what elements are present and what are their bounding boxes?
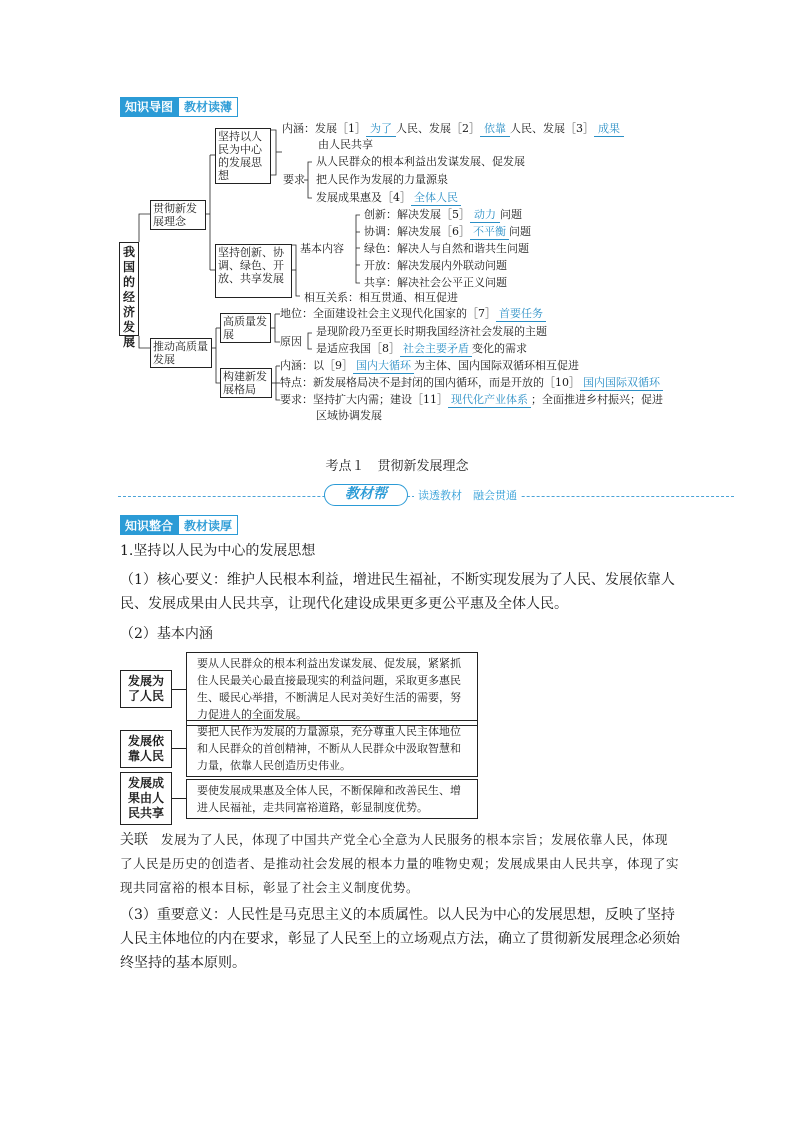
answer-6: 不平衡 xyxy=(470,225,509,240)
line-yaoqiu-2-cont: 区域协调发展 xyxy=(316,409,382,422)
row-connector xyxy=(172,798,186,799)
row-text: 要使发展成果惠及全体人民，不断保障和改善民生、增进人民福祉，走共同富裕道路，彰显制度优势。 xyxy=(186,779,478,819)
line-gongxiang: 共享：解决社会公平正义问题 xyxy=(364,276,507,289)
answer-11: 现代化产业体系 xyxy=(448,393,531,408)
knowledge-integration-tag xyxy=(120,515,238,535)
line-neihan-1: 内涵：发展［1］ 为了 人民、发展［2］ 依靠 人民、发展［3］ 成果 xyxy=(282,122,624,137)
line-chuangxin: 创新：解决发展［5］ 动力 问题 xyxy=(364,208,522,221)
tag-right: 教材读薄 xyxy=(178,97,238,117)
line-tedian: 特点：新发展格局决不是封闭的国内循环，而是开放的［10］ 国内国际双循环 xyxy=(280,376,663,391)
tag-left: 知识导图 xyxy=(120,97,178,117)
answer-7: 首要任务 xyxy=(496,307,546,322)
line-yq1: 从人民群众的根本利益出发谋发展、促发展 xyxy=(316,155,525,168)
banner xyxy=(118,482,734,508)
row-share-results xyxy=(120,772,478,825)
row-rely-people xyxy=(120,720,478,777)
line-yq2: 把人民作为发展的力量源泉 xyxy=(316,173,448,186)
node-new-pattern: 构建新发展格局 xyxy=(220,368,272,398)
line-yy1: 是现阶段乃至更长时期我国经济社会发展的主题 xyxy=(316,325,547,338)
answer-9: 国内大循环 xyxy=(353,359,414,374)
line-yy2: 是适应我国［8］ 社会主要矛盾 变化的需求 xyxy=(316,342,527,355)
answer-10: 国内国际双循环 xyxy=(580,376,663,391)
line-lvse: 绿色：解决人与自然和谐共生问题 xyxy=(364,242,529,255)
node-hq-development: 高质量发展 xyxy=(220,313,271,343)
heading-2 xyxy=(120,622,680,646)
row-label: 发展依靠人民 xyxy=(120,730,172,768)
line-kaifang: 开放：解决发展内外联动问题 xyxy=(364,259,507,272)
row-text: 要从人民群众的根本利益出发谋发展、促发展，紧紧抓住人民最关心最直接最现实的利益问题，采取更多惠民生、暖民心举措，不断满足人民对美好生活的需要，努力促进人的全面发展。 xyxy=(186,652,478,726)
answer-1: 为了 xyxy=(366,122,396,137)
paragraph-1-text: （1）核心要义：维护人民根本利益，增进民生福祉，不断实现发展为了人民、发展依靠人民、发展成果由人民共享，让现代化建设成果更多更公平惠及全体人民。 xyxy=(120,572,675,612)
node-new-development: 贯彻新发展理念 xyxy=(150,200,206,230)
heading-1-text: 1.坚持以人民为中心的发展思想 xyxy=(120,543,316,559)
paragraph-3 xyxy=(120,903,680,975)
line-neihan-2: 内涵：以［9］ 国内大循环 为主体、国内国际双循环相互促进 xyxy=(280,359,579,372)
label-yaoqiu: 要求 xyxy=(283,173,305,186)
row-label: 发展成果由人民共享 xyxy=(120,772,172,825)
root-node: 我国的经济发展 xyxy=(119,242,139,336)
link-key: 关联 xyxy=(120,832,148,848)
answer-4: 全体人民 xyxy=(411,191,461,206)
banner-pill: 教材帮 xyxy=(324,484,408,506)
answer-3: 成果 xyxy=(594,122,624,137)
row-text: 要把人民作为发展的力量源泉，充分尊重人民主体地位和人民群众的首创精神，不断从人民群众中汲取智慧和力量，依靠人民创造历史伟业。 xyxy=(186,720,478,777)
node-people-centered: 坚持以人民为中心的发展思想 xyxy=(215,128,271,184)
row-connector xyxy=(172,689,186,690)
tag-left: 知识整合 xyxy=(120,515,178,535)
line-xianghu: 相互关系：相互贯通、相互促进 xyxy=(304,291,458,304)
line-yq3: 发展成果惠及［4］ 全体人民 xyxy=(316,191,461,206)
line-diwei: 地位：全面建设社会主义现代化国家的［7］ 首要任务 xyxy=(280,307,546,322)
section-title: 考点１ 贯彻新发展理念 xyxy=(325,459,469,474)
mind-map xyxy=(0,0,794,460)
row-connector xyxy=(172,748,186,749)
link-note xyxy=(120,828,680,900)
row-label: 发展为了人民 xyxy=(120,670,172,708)
label-jiben: 基本内容 xyxy=(300,242,344,255)
banner-subtitle: 读透教材 融会贯通 xyxy=(414,487,521,503)
answer-5: 动力 xyxy=(470,208,500,223)
link-note-text xyxy=(120,828,680,900)
label-yuanyin: 原因 xyxy=(280,335,302,348)
row-for-people xyxy=(120,652,478,726)
line-yaoqiu-2: 要求：坚持扩大内需；建设［11］ 现代化产业体系 ；全面推进乡村振兴；促进 xyxy=(280,393,663,406)
tag-right: 教材读厚 xyxy=(178,515,238,535)
paragraph-1 xyxy=(120,568,680,616)
paragraph-3-text: （3）重要意义：人民性是马克思主义的本质属性。以人民为中心的发展思想，反映了坚持人民主体地位的内在要求，彰显了人民至上的立场观点方法，确立了贯彻新发展理念必须始终坚持的基本原则。 xyxy=(120,907,680,971)
line-xietiao: 协调：解决发展［6］ 不平衡 问题 xyxy=(364,225,531,238)
node-high-quality: 推动高质量发展 xyxy=(150,338,212,368)
heading-2-text: （2）基本内涵 xyxy=(120,626,213,642)
heading-1 xyxy=(120,539,680,563)
node-five-concepts: 坚持创新、协调、绿色、开放、共享发展 xyxy=(215,244,292,298)
answer-8: 社会主要矛盾 xyxy=(400,342,472,357)
link-text: 发展为了人民，体现了中国共产党全心全意为人民服务的根本宗旨；发展依靠人民，体现了人民是历史的创造者、是推动社会发展的根本力量的唯物史观；发展成果由人民共享，体现了实现共同富裕的根本目标，彰显了社会主义制度优势。 xyxy=(120,832,680,895)
answer-2: 依靠 xyxy=(480,122,510,137)
line-neihan-1-cont: 由人民共享 xyxy=(318,138,373,151)
